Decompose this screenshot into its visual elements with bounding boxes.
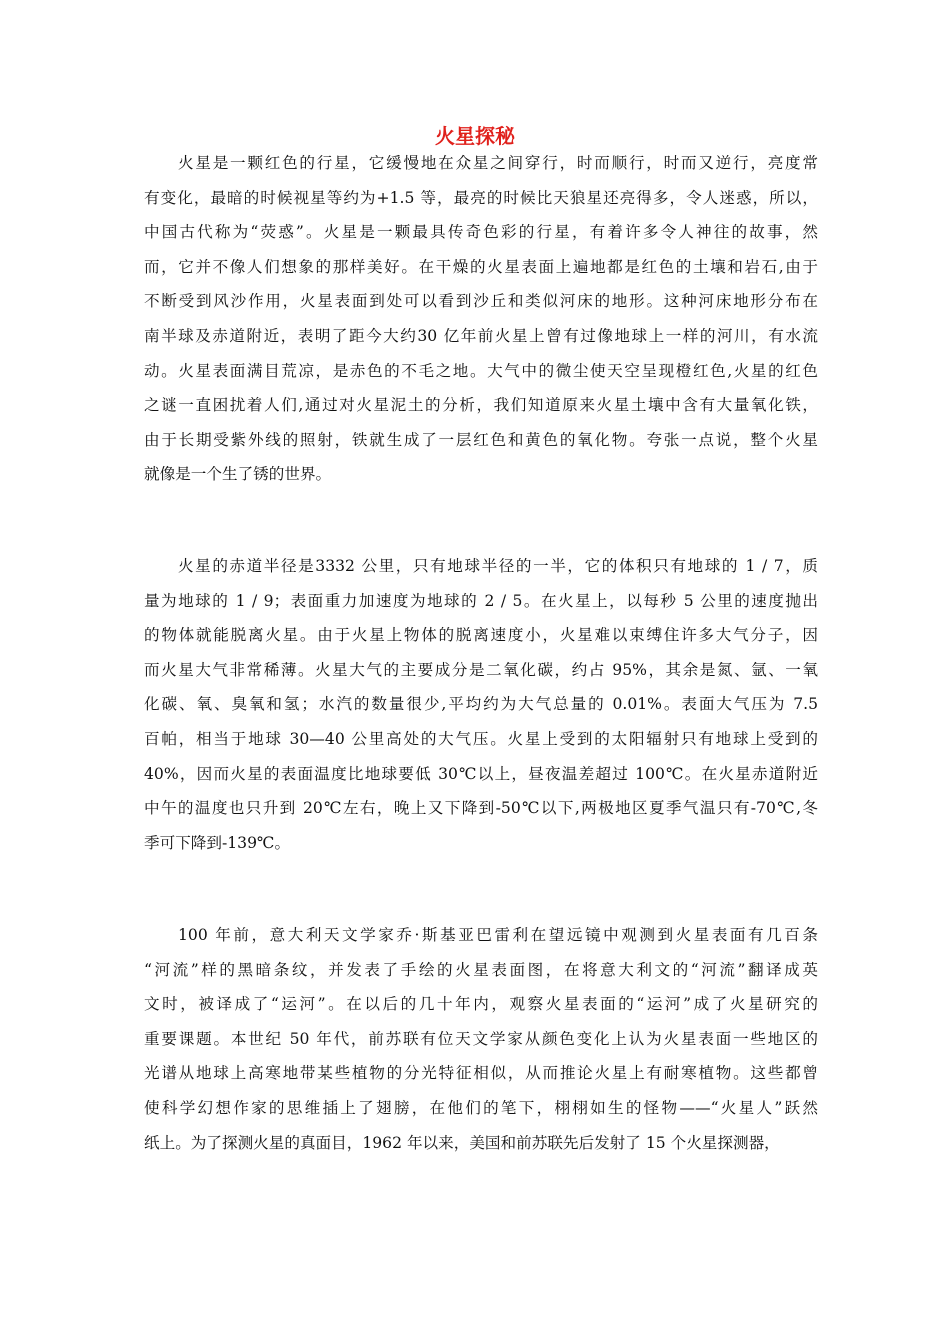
paragraph-1-line: 火星是一颗红色的行星，它缓慢地在众星之间穿行，时而顺行，时而又逆行，亮度常 (178, 154, 818, 172)
page-title: 火星探秘 (435, 124, 515, 148)
paragraph-1-line: 南半球及赤道附近，表明了距今大约30 亿年前火星上曾有过像地球上一样的河川，有水流 (144, 327, 818, 345)
paragraph-1-line: 不断受到风沙作用，火星表面到处可以看到沙丘和类似河床的地形。这种河床地形分布在 (144, 292, 818, 311)
paragraph-2-line: 化碳、氧、臭氧和氢；水汽的数量很少,平均约为大气总量的 0.01%。表面大气压为 7.5 (144, 695, 818, 714)
paragraph-2-line: 中午的温度也只升到 20℃左右，晚上又下降到-50℃以下,两极地区夏季气温只有-70℃,冬 (144, 799, 818, 818)
paragraph-1-line: 由于长期受紫外线的照射，铁就生成了一层红色和黄色的氧化物。夸张一点说，整个火星 (144, 430, 818, 449)
paragraph-2-line: 火星的赤道半径是3332 公里，只有地球半径的一半，它的体积只有地球的 1 / 7，质 (178, 557, 818, 575)
paragraph-2-line: 而火星大气非常稀薄。火星大气的主要成分是二氧化碳，约占 95%，其余是氮、氩、一氧 (144, 660, 818, 679)
paragraph-3-line: “河流”样的黑暗条纹，并发表了手绘的火星表面图，在将意大利文的“河流”翻译成英 (144, 960, 818, 979)
paragraph-2-line: 40%，因而火星的表面温度比地球要低 30℃以上，昼夜温差超过 100℃。在火星赤道附近 (144, 764, 818, 783)
paragraph-3-line: 光谱从地球上高寒地带某些植物的分光特征相似，从而推论火星上有耐寒植物。这些都曾 (144, 1064, 818, 1083)
paragraph-1-line: 动。火星表面满目荒凉，是赤色的不毛之地。大气中的微尘使天空呈现橙红色,火星的红色 (144, 361, 818, 380)
paragraph-1-line: 而，它并不像人们想象的那样美好。在干燥的火星表面上遍地都是红色的土壤和岩石,由于 (144, 257, 818, 276)
paragraph-1-line: 之谜一直困扰着人们,通过对火星泥土的分析，我们知道原来火星土壤中含有大量氧化铁， (144, 396, 818, 415)
paragraph-2-line: 季可下降到-139℃。 (144, 833, 291, 852)
paragraph-2-line: 量为地球的 1 / 9；表面重力加速度为地球的 2 / 5。在火星上，以每秒 5 公里的速度抛出 (144, 591, 818, 610)
paragraph-1-line: 有变化，最暗的时候视星等约为+1.5 等，最亮的时候比天狼星还亮得多，令人迷惑，所以， (144, 188, 818, 207)
paragraph-3-line: 文时，被译成了“运河”。在以后的几十年内，观察火星表面的“运河”成了火星研究的 (144, 995, 818, 1014)
paragraph-1-line: 中国古代称为“荧惑”。火星是一颗最具传奇色彩的行星，有着许多令人神往的故事，然 (144, 223, 818, 242)
paragraph-3-line: 纸上。为了探测火星的真面目，1962 年以来，美国和前苏联先后发射了 15 个火星探测器， (144, 1133, 780, 1152)
paragraph-2-line: 的物体就能脱离火星。由于火星上物体的脱离速度小，火星难以束缚住许多大气分子，因 (144, 626, 818, 645)
paragraph-1-line: 就像是一个生了锈的世界。 (144, 465, 332, 484)
paragraph-2-line: 百帕，相当于地球 30—40 公里高处的大气压。火星上受到的太阳辐射只有地球上受到的 (144, 730, 818, 748)
paragraph-3-line: 使科学幻想作家的思维插上了翅膀，在他们的笔下，栩栩如生的怪物——“火星人”跃然 (144, 1099, 818, 1117)
paragraph-3-line: 重要课题。本世纪 50 年代，前苏联有位天文学家从颜色变化上认为火星表面一些地区的 (144, 1029, 818, 1048)
paragraph-3-line: 100 年前，意大利天文学家乔·斯基亚巴雷利在望远镜中观测到火星表面有几百条 (178, 926, 818, 944)
